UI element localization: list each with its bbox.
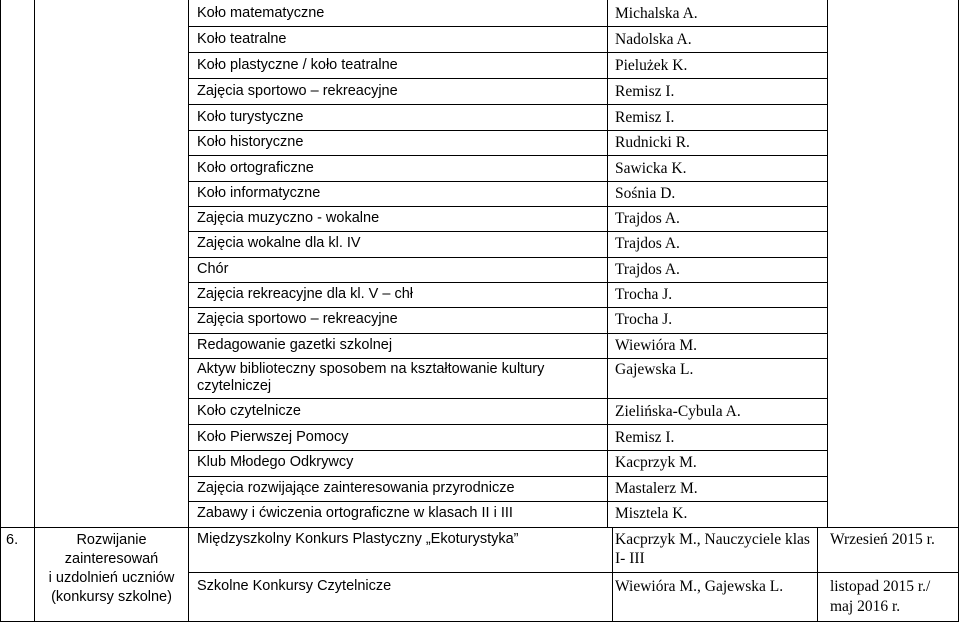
teacher-cell: Sośnia D. (615, 185, 676, 202)
col-line-date-upper (827, 0, 828, 527)
activity-cell: Zajęcia rozwijające zainteresowania przyrodnicze (197, 480, 515, 496)
activity-cell: Aktyw biblioteczny sposobem na kształtowanie kultury (197, 361, 545, 377)
teacher-cell: Misztela K. (615, 505, 688, 522)
activity-cell: Chór (197, 261, 229, 277)
section-title-line: zainteresowań (64, 551, 159, 567)
row-line (188, 206, 828, 207)
row-line (188, 78, 828, 79)
activity-cell: Zabawy i ćwiczenia ortograficzne w klasach II i III (197, 505, 513, 521)
col-line-teacher-b (612, 527, 613, 622)
teacher-cell: Remisz I. (615, 109, 675, 126)
teacher-cell: Pielużek K. (615, 57, 688, 74)
activity-cell-line2: czytelniczej (197, 378, 272, 394)
teacher-cell: Wiewióra M. (615, 337, 698, 354)
row-line (188, 155, 828, 156)
activity-cell: Szkolne Konkursy Czytelnicze (197, 578, 392, 594)
row-line (188, 501, 828, 502)
row-line (188, 130, 828, 131)
teacher-cell: Kacprzyk M. (615, 454, 697, 471)
row-line (188, 476, 828, 477)
teacher-cell: Kacprzyk M., Nauczyciele klas (615, 531, 810, 548)
activity-cell: Koło turystyczne (197, 109, 304, 125)
teacher-cell: Rudnicki R. (615, 134, 690, 151)
teacher-cell: Michalska A. (615, 5, 698, 22)
teacher-cell-line2: I- III (615, 550, 645, 567)
activity-cell: Koło Pierwszej Pomocy (197, 429, 349, 445)
row-line (188, 104, 828, 105)
row-line (188, 307, 828, 308)
section-title-line: Rozwijanie (76, 532, 147, 548)
section-title-line: i uzdolnień uczniów (48, 570, 175, 586)
row-line (188, 333, 828, 334)
teacher-cell: Trajdos A. (615, 235, 680, 252)
section-title (35, 531, 188, 607)
activity-cell: Koło ortograficzne (197, 160, 314, 176)
section-title-line: (konkursy szkolne) (51, 589, 172, 605)
row-line (188, 450, 828, 451)
row-line (188, 398, 828, 399)
activity-cell: Zajęcia sportowo – rekreacyjne (197, 311, 398, 327)
date-cell: Wrzesień 2015 r. (830, 531, 935, 548)
row-line (188, 231, 828, 232)
teacher-cell: Remisz I. (615, 429, 675, 446)
section-number: 6. (6, 532, 19, 548)
teacher-cell: Mastalerz M. (615, 480, 698, 497)
teacher-cell: Trajdos A. (615, 261, 680, 278)
row-line (188, 572, 959, 573)
activity-cell: Redagowanie gazetki szkolnej (197, 337, 393, 353)
teacher-cell: Remisz I. (615, 83, 675, 100)
activity-cell: Koło czytelnicze (197, 403, 301, 419)
activity-cell: Koło matematyczne (197, 5, 325, 21)
col-line-left (0, 0, 1, 622)
col-line-number (34, 0, 35, 622)
row-line (188, 26, 828, 27)
col-line-teacher (607, 0, 608, 527)
activity-cell: Koło teatralne (197, 31, 287, 47)
activity-cell: Klub Młodego Odkrywcy (197, 454, 354, 470)
activity-cell: Zajęcia muzyczno - wokalne (197, 210, 380, 226)
row-line (188, 424, 828, 425)
activity-cell: Zajęcia sportowo – rekreacyjne (197, 83, 398, 99)
teacher-cell: Zielińska-Cybula A. (615, 403, 741, 420)
teacher-cell: Nadolska A. (615, 31, 692, 48)
activity-cell: Koło historyczne (197, 134, 304, 150)
section-line (0, 527, 959, 528)
date-cell: listopad 2015 r./ (830, 578, 931, 595)
teacher-cell: Trajdos A. (615, 210, 680, 227)
teacher-cell: Trocha J. (615, 286, 673, 303)
row-line (188, 257, 828, 258)
row-line (188, 358, 828, 359)
activity-cell: Międzyszkolny Konkurs Plastyczny „Ekoturystyka” (197, 531, 519, 547)
teacher-cell: Gajewska L. (615, 361, 694, 378)
activity-cell: Koło informatyczne (197, 185, 321, 201)
date-cell-line2: maj 2016 r. (830, 598, 901, 615)
activity-cell: Koło plastyczne / koło teatralne (197, 57, 398, 73)
col-line-date-lower (817, 527, 818, 622)
row-line (188, 282, 828, 283)
col-line-section (188, 0, 189, 622)
row-line (188, 181, 828, 182)
activity-cell: Zajęcia wokalne dla kl. IV (197, 235, 361, 251)
activity-cell: Zajęcia rekreacyjne dla kl. V – chł (197, 286, 413, 302)
teacher-cell: Trocha J. (615, 311, 673, 328)
teacher-cell: Sawicka K. (615, 160, 687, 177)
row-line (188, 52, 828, 53)
teacher-cell: Wiewióra M., Gajewska L. (615, 578, 784, 595)
